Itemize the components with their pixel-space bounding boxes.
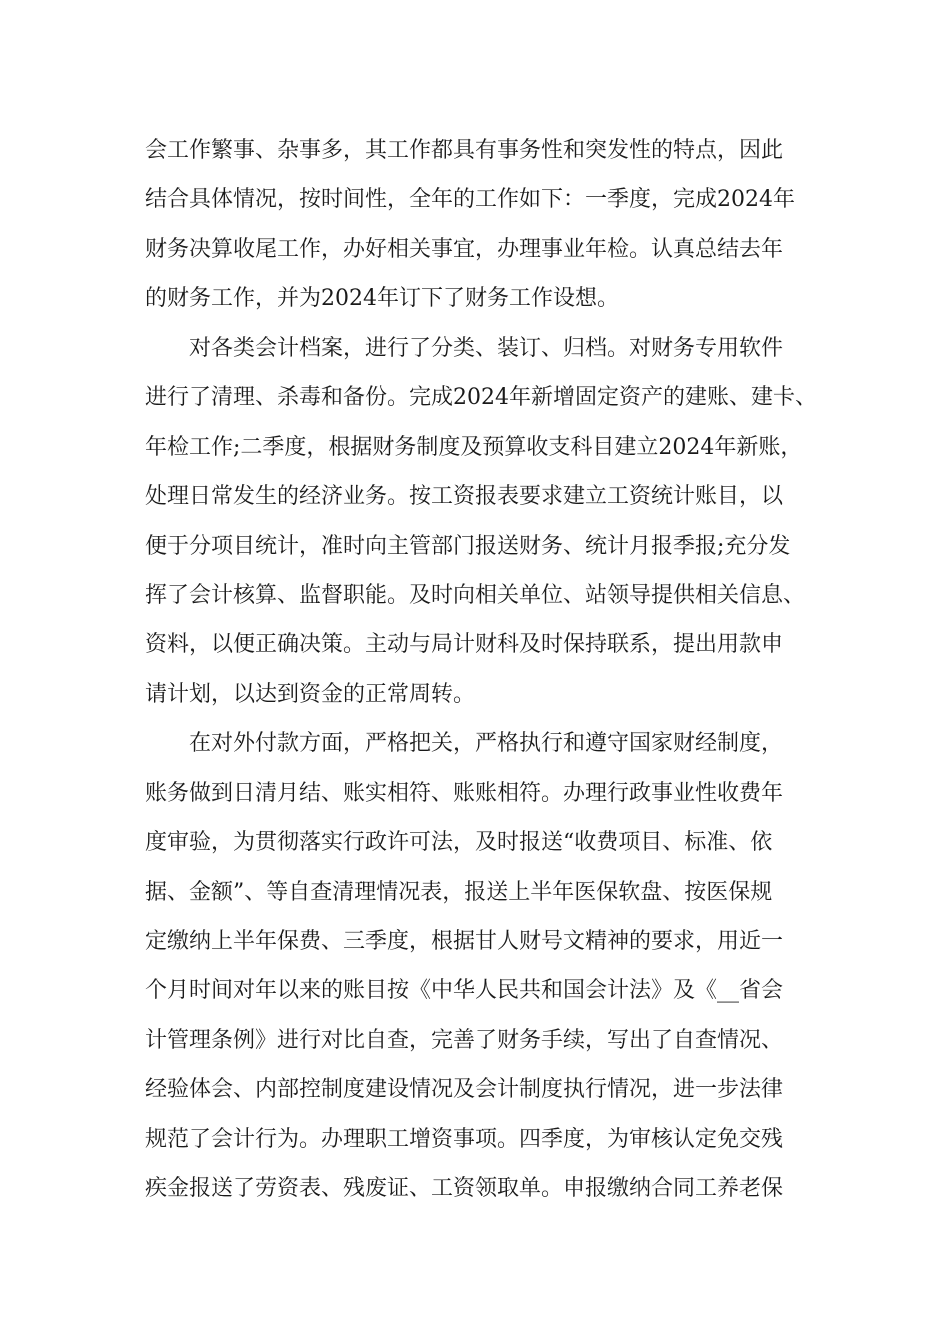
text-line: 计管理条例》进行对比自查，完善了财务手续，写出了自查情况、 — [145, 1027, 784, 1053]
text-line: 请计划，以达到资金的正常周转。 — [145, 681, 476, 707]
text-line: 度审验，为贯彻落实行政许可法，及时报送“收费项目、标准、依 — [145, 830, 773, 856]
text-line: 处理日常发生的经济业务。按工资报表要求建立工资统计账目，以 — [145, 484, 784, 510]
text-line: 结合具体情况，按时间性，全年的工作如下：一季度，完成2024年 — [145, 187, 795, 213]
text-line: 年检工作;二季度，根据财务制度及预算收支科目建立2024年新账， — [145, 434, 803, 460]
text-line: 个月时间对年以来的账目按《中华人民共和国会计法》及《__省会 — [145, 978, 784, 1004]
text-line: 疾金报送了劳资表、残废证、工资领取单。申报缴纳合同工养老保 — [145, 1176, 784, 1202]
text-line: 挥了会计核算、监督职能。及时向相关单位、站领导提供相关信息、 — [145, 582, 806, 608]
body-text — [145, 126, 825, 1214]
text-line: 资料，以便正确决策。主动与局计财科及时保持联系，提出用款申 — [145, 632, 784, 658]
text-line: 经验体会、内部控制度建设情况及会计制度执行情况，进一步法律 — [145, 1077, 784, 1103]
paragraph-first-line: 对各类会计档案，进行了分类、装订、归档。对财务专用软件 — [189, 335, 784, 361]
text-line: 进行了清理、杀毒和备份。完成2024年新增固定资产的建账、建卡、 — [145, 385, 817, 411]
paragraph-first-line: 在对外付款方面，严格把关，严格执行和遵守国家财经制度， — [189, 731, 784, 757]
text-line: 便于分项目统计，准时向主管部门报送财务、统计月报季报;充分发 — [145, 533, 791, 559]
text-line: 的财务工作，并为2024年订下了财务工作设想。 — [145, 286, 619, 312]
text-line: 据、金额”、等自查清理情况表，报送上半年医保软盘、按医保规 — [145, 879, 773, 905]
text-line: 会工作繁事、杂事多，其工作都具有事务性和突发性的特点，因此 — [145, 138, 784, 163]
text-line: 定缴纳上半年保费、三季度，根据甘人财号文精神的要求，用近一 — [145, 929, 784, 954]
text-line: 账务做到日清月结、账实相符、账账相符。办理行政事业性收费年 — [145, 780, 784, 806]
text-line: 财务决算收尾工作，办好相关事宜，办理事业年检。认真总结去年 — [145, 236, 784, 262]
text-line: 规范了会计行为。办理职工增资事项。四季度，为审核认定免交残 — [145, 1126, 784, 1152]
